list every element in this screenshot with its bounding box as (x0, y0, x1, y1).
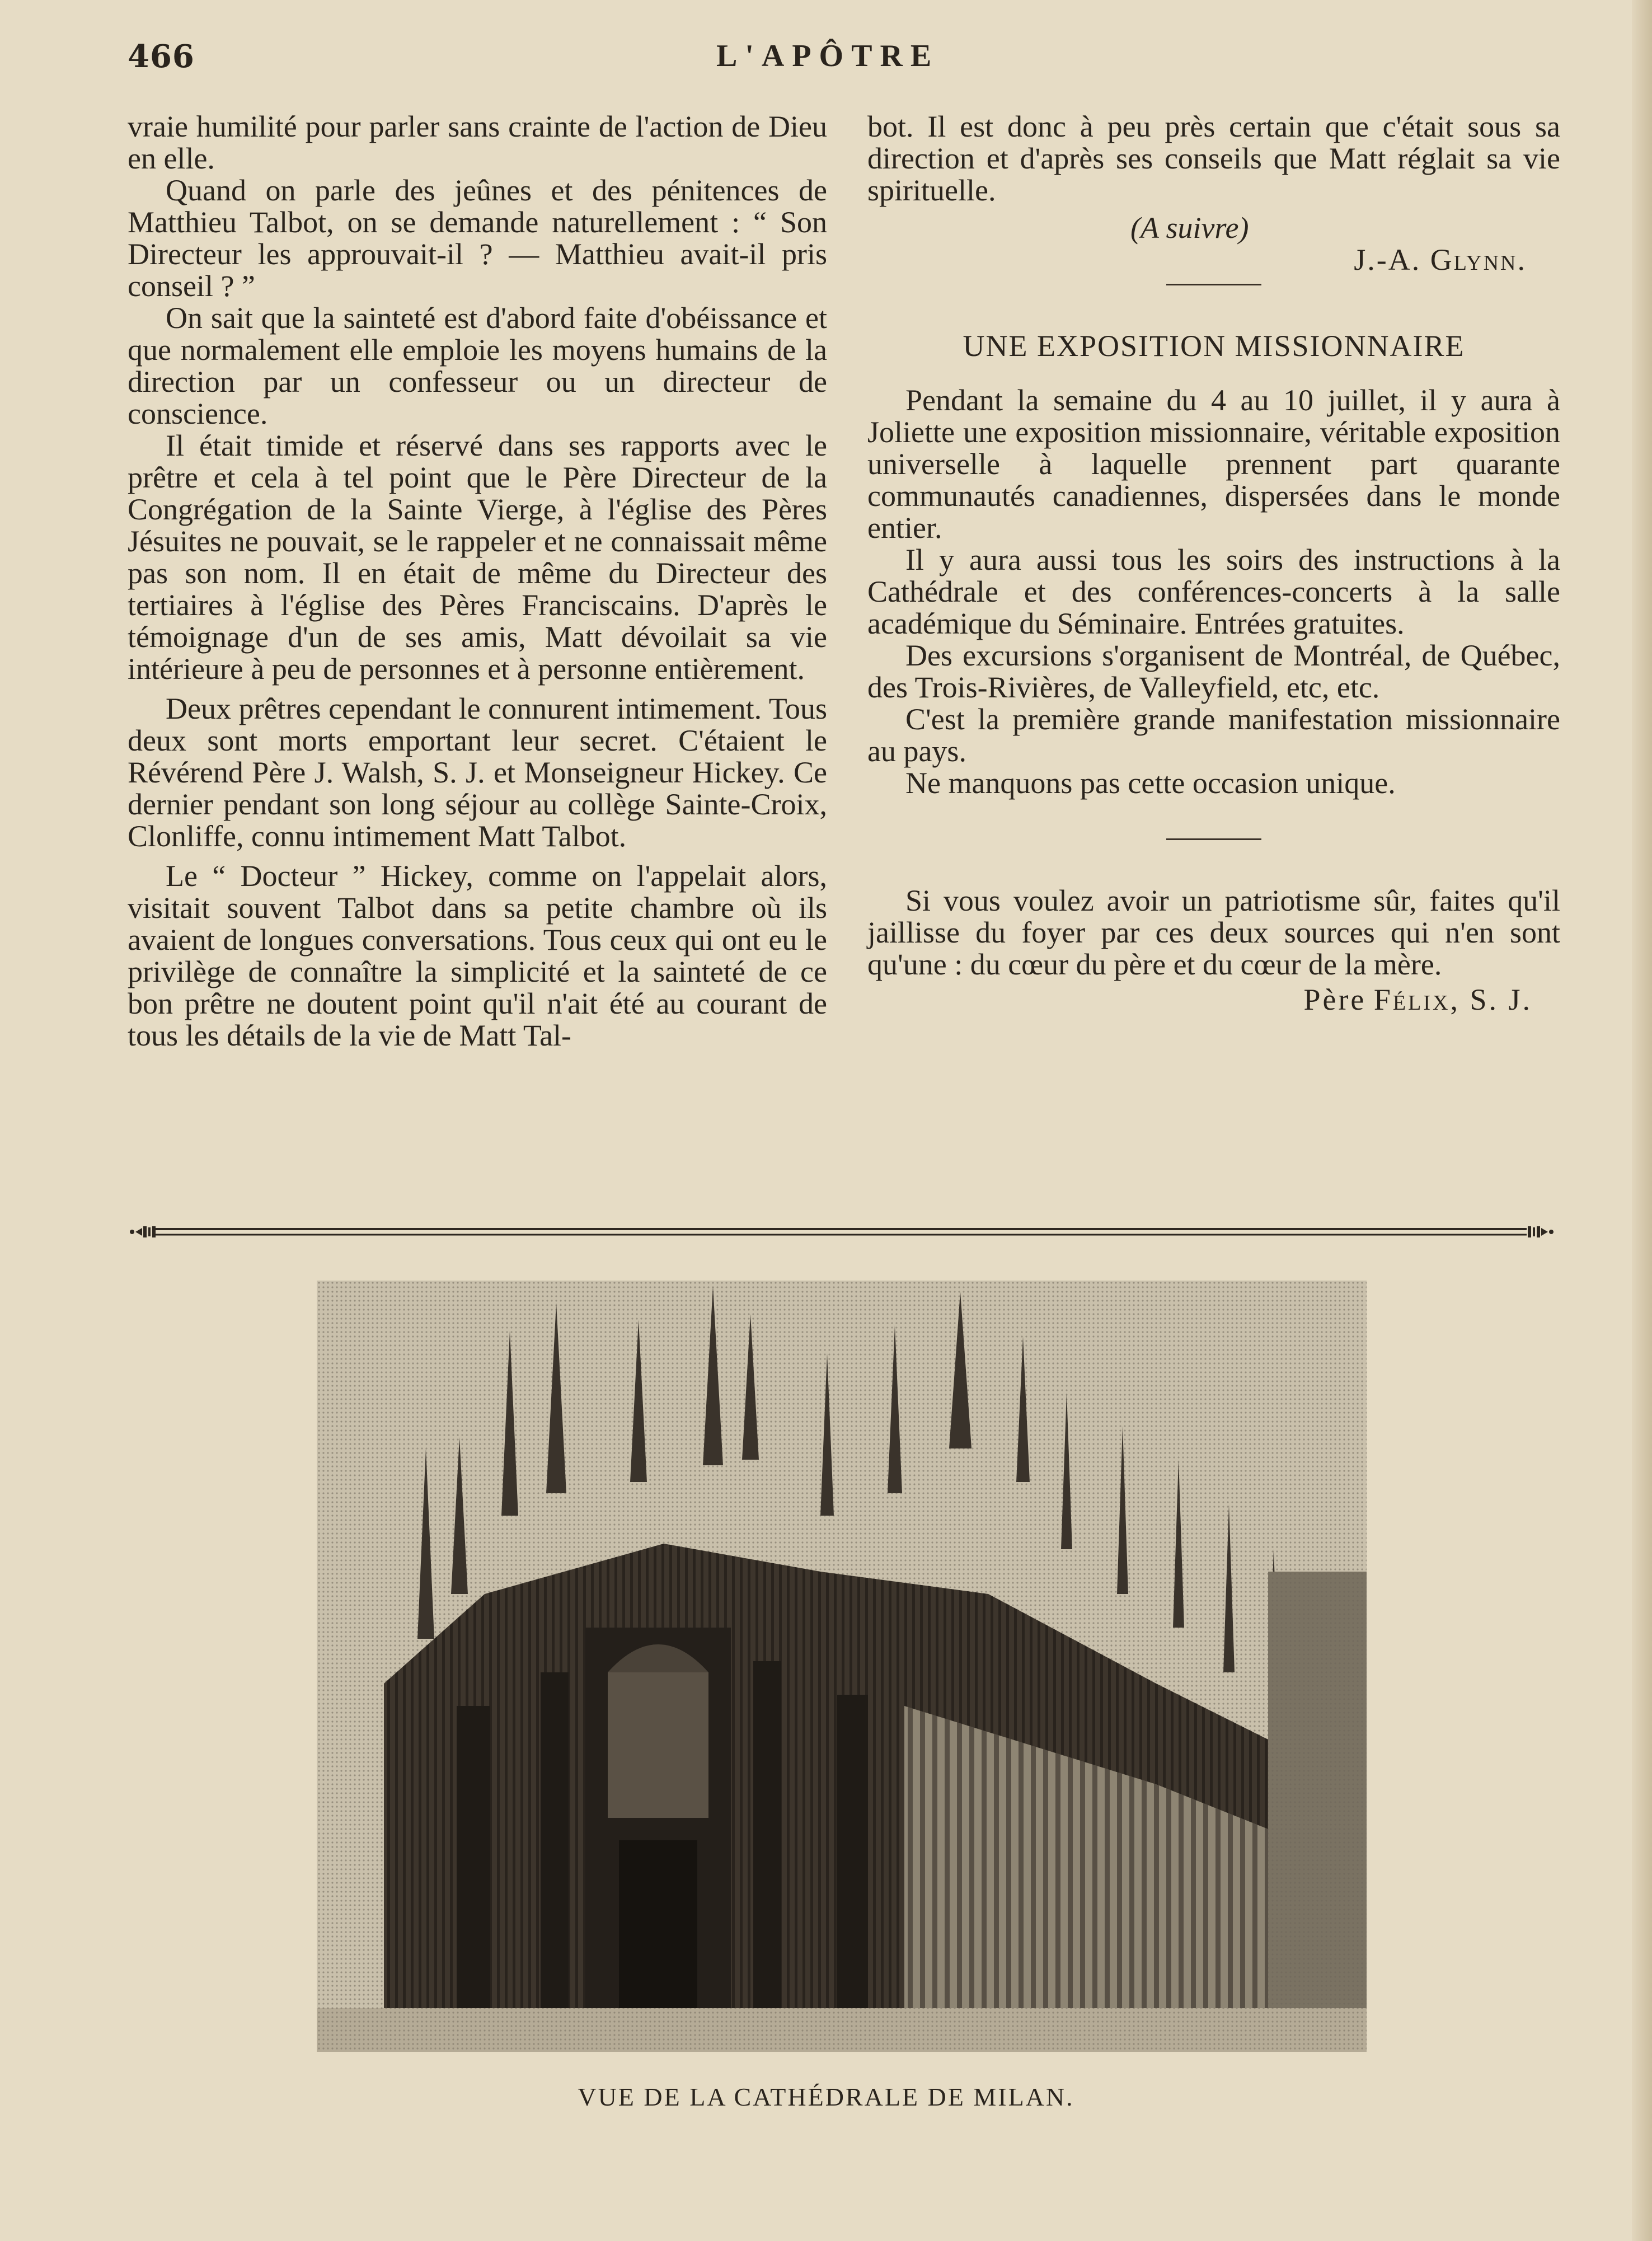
paragraph: Il était timide et réservé dans ses rapports avec le prêtre et cela à tel point que le Père Directeur de la Congrégation de la Sainte Vierge, à l'église des Pères Jésuites ne pouvait, se le rappeler et ne connaissait même pas son nom. Il en était de même du Directeur des tertiaires à l'église des Pères Franciscains. D'après le témoignage d'un de ses amis, Matt dévoilait sa vie intérieure à peu de personnes et à personne entièrement. (128, 429, 827, 686)
author-initials: J.-A. (1354, 243, 1421, 276)
photo-caption: VUE DE LA CATHÉDRALE DE MILAN. (578, 2083, 1074, 2111)
paragraph: Il y aura aussi tous les soirs des instructions à la Cathédrale et des conférences-concerts à la salle académique du Séminaire. Entrées gratuites. (867, 543, 1560, 640)
paragraph: Pendant la semaine du 4 au 10 juillet, il y aura à Joliette une exposition missionnaire, véritable exposition universelle à laquelle prennent part quarante communautés canadiennes, dispersées dans le monde entier. (867, 383, 1560, 545)
cathedral-photo (317, 1281, 1367, 2052)
quote-signature (867, 984, 1560, 1016)
article-continuation: bot. Il est donc à peu près certain que c'était sous sa direction et d'après ses conseils que Matt réglait sa vie spirituelle. (867, 110, 1560, 207)
author-name: Glynn. (1430, 243, 1527, 276)
cathedral-illustration (317, 1281, 1367, 2052)
left-column (128, 111, 827, 1052)
paragraph: Ne manquons pas cette occasion unique. (905, 766, 1396, 800)
quote-author-title: Père (1303, 983, 1367, 1016)
paragraph: Deux prêtres cependant le connurent intimement. Tous deux sont morts emportant leur secret. C'étaient le Révérend Père J. Walsh, S. J. et Monseigneur Hickey. Ce dernier pendant son long séjour au collège Sainte-Croix, Clonliffe, connu intimement Matt Talbot. (128, 692, 827, 853)
article-end (867, 212, 1560, 274)
article-author (1354, 244, 1527, 276)
page-number: 466 (128, 38, 195, 75)
paragraph: Le “ Docteur ” Hickey, comme on l'appelait alors, visitait souvent Talbot dans sa petite chambre où ils avaient de longues conversations. Tous ceux qui ont eu le privilège de connaître la simplicité et la sainteté de ce bon prêtre ne doutent point qu'il n'ait été au courant de tous les détails de la vie de Matt Tal- (128, 859, 827, 1052)
paragraph: C'est la première grande manifestation missionnaire au pays. (867, 702, 1560, 768)
running-title: L'APÔTRE (716, 39, 940, 73)
ornamental-rule (128, 1223, 1556, 1240)
section-title: UNE EXPOSITION MISSIONNAIRE (963, 329, 1465, 363)
short-divider (1166, 838, 1261, 840)
paragraph: On sait que la sainteté est d'abord faite d'obéissance et que normalement elle emploie les moyens humains de la direction par un confesseur ou un directeur de conscience. (128, 301, 827, 430)
short-divider (1166, 284, 1261, 285)
paragraph: vraie humilité pour parler sans crainte de l'action de Dieu en elle. (128, 110, 827, 175)
right-column (867, 111, 1560, 1016)
page-edge-shadow (1632, 0, 1652, 2241)
paragraph: Quand on parle des jeûnes et des pénitences de Matthieu Talbot, on se demande naturellement : “ Son Directeur les approuvait-il ? — Matthieu avait-il pris conseil ? ” (128, 174, 827, 303)
to-be-continued: (A suivre) (1130, 211, 1249, 245)
quote-paragraph: Si vous voulez avoir un patriotisme sûr, faites qu'il jaillisse du foyer par ces deux sources qui n'en sont qu'une : du cœur du père et du cœur de la mère. (867, 884, 1560, 981)
quote-author-name: Félix, S. J. (1373, 983, 1532, 1016)
paragraph: Des excursions s'organisent de Montréal, de Québec, des Trois-Rivières, de Valleyfield, etc, etc. (867, 639, 1560, 704)
